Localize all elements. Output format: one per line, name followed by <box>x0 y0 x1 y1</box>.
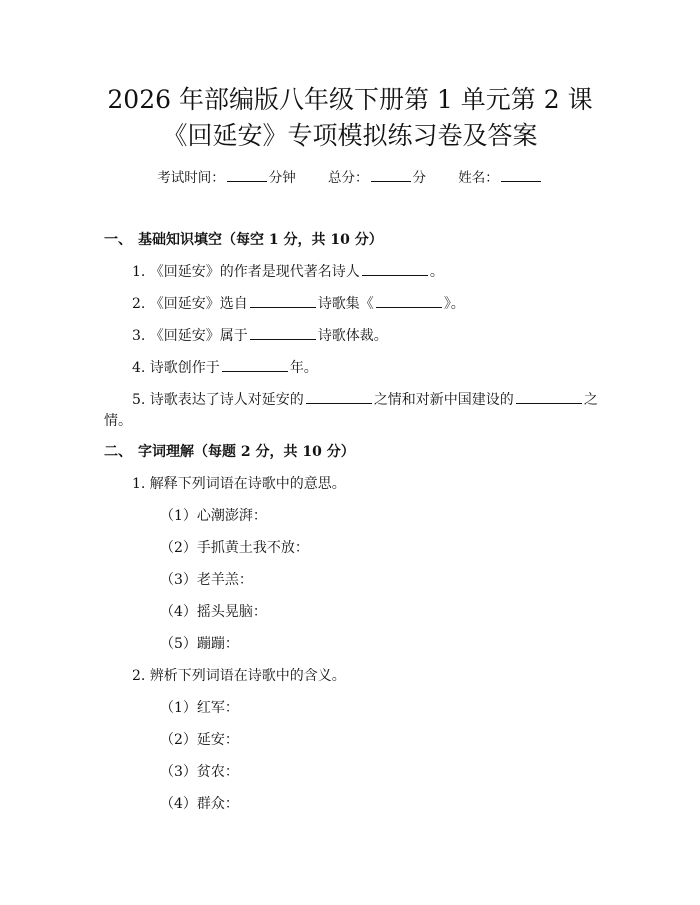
s1-q3-text: 3. 《回延安》属于 <box>132 328 248 344</box>
s1-q2-blank-1 <box>250 294 316 308</box>
section-1-heading <box>104 229 383 251</box>
s1-q2-middle: 诗歌集《 <box>317 296 374 312</box>
s1-q2-text: 2. 《回延安》选自 <box>132 296 248 312</box>
s2-q1-item: （3）老羊羔： <box>160 572 253 588</box>
s1-q1-suffix: 。 <box>429 264 444 280</box>
s1-q5-suffix: 之 <box>583 392 598 408</box>
s1-question-2 <box>132 293 465 315</box>
s1-q3-suffix: 诗歌体裁。 <box>317 328 388 344</box>
s2-q2-item: （2）延安： <box>160 732 239 748</box>
exam-time-blank <box>227 168 267 182</box>
s2-q1-item: （4）摇头晃脑： <box>160 604 267 620</box>
s1-q2-blank-2 <box>376 294 442 308</box>
s1-q1-text: 1. 《回延安》的作者是现代著名诗人 <box>132 264 360 280</box>
s2-q1-item: （1）心潮澎湃： <box>160 508 267 524</box>
section-2-title: 字词理解（每题 2 分，共 10 分） <box>138 444 355 460</box>
s1-question-4 <box>132 357 318 379</box>
section-2-heading <box>104 441 355 463</box>
s1-q5-blank-2 <box>516 390 582 404</box>
exam-time <box>157 167 296 189</box>
s1-q5-middle: 之情和对新中国建设的 <box>373 392 514 408</box>
page-title-line-2: 《回延安》专项模拟练习卷及答案 <box>162 121 538 150</box>
page-title-line-1: 2026 年部编版八年级下册第 1 单元第 2 课 <box>107 85 593 114</box>
s1-question-5 <box>132 389 598 411</box>
s1-question-1 <box>132 261 444 283</box>
s1-question-3 <box>132 325 388 347</box>
exam-time-unit: 分钟 <box>268 170 296 186</box>
total-score <box>328 167 426 189</box>
s2-q2-item: （3）贫农： <box>160 764 239 780</box>
exam-time-label: 考试时间： <box>157 170 225 186</box>
s1-q4-text: 4. 诗歌创作于 <box>132 360 220 376</box>
s1-q3-blank <box>250 326 316 340</box>
s1-q4-blank <box>222 358 288 372</box>
section-1-title: 基础知识填空（每空 1 分，共 10 分） <box>138 232 383 248</box>
s1-q2-suffix: 》。 <box>443 296 465 312</box>
s2-q1-item: （5）蹦蹦： <box>160 636 239 652</box>
s2-question-2: 2. 辨析下列词语在诗歌中的含义。 <box>132 668 346 684</box>
s2-question-1: 1. 解释下列词语在诗歌中的意思。 <box>132 476 346 492</box>
s1-q1-blank <box>362 262 428 276</box>
section-1-number: 一、 <box>104 232 132 248</box>
s2-q1-item: （2）手抓黄土我不放： <box>160 540 309 556</box>
student-name-blank <box>501 168 541 182</box>
exam-info-row <box>0 167 700 189</box>
total-score-blank <box>371 168 411 182</box>
s1-q4-suffix: 年。 <box>289 360 318 376</box>
s1-q5-text: 5. 诗歌表达了诗人对延安的 <box>132 392 304 408</box>
s1-q5-blank-1 <box>306 390 372 404</box>
student-name <box>458 167 543 189</box>
student-name-label: 姓名： <box>458 170 499 186</box>
total-score-label: 总分： <box>328 170 369 186</box>
s1-q5-wrap: 情。 <box>104 413 132 429</box>
s2-q2-item: （1）红军： <box>160 700 239 716</box>
section-2-number: 二、 <box>104 444 132 460</box>
total-score-unit: 分 <box>412 170 426 186</box>
s2-q2-item: （4）群众： <box>160 796 239 812</box>
